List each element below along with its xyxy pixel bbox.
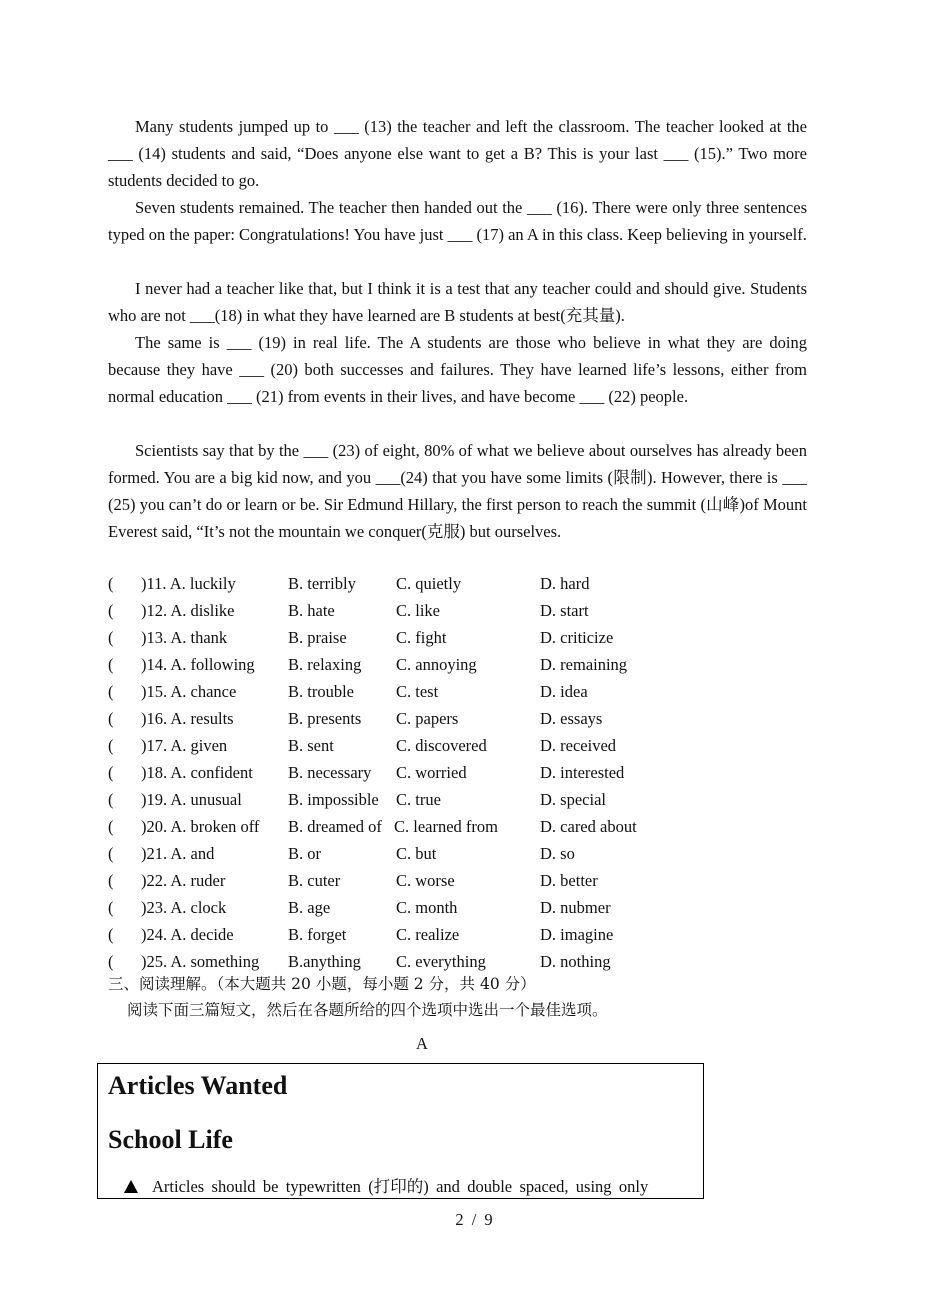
answer-blank: ( [108, 601, 114, 620]
option-a: )11. A. luckily [141, 574, 236, 593]
notice-bullet-text: Articles should be typewritten (打印的) and double spaced, using only [152, 1177, 649, 1196]
option-c: C. worried [396, 763, 467, 782]
option-c: C. realize [396, 925, 460, 944]
option-a: )12. A. dislike [141, 601, 235, 620]
paragraph-1: Many students jumped up to ___ (13) the teacher and left the classroom. The teacher looked at the ___ (14) students and said, “Does anyone else want to get a B? This is your last ___ (15).” Two more students decided to go. [108, 117, 807, 190]
notice-box [97, 1063, 704, 1199]
paragraph-2: Seven students remained. The teacher then handed out the ___ (16). There were only three sentences typed on the paper: Congratulations! You have just ___ (17) an A in this class. Keep believing in yourself. [108, 198, 807, 244]
paragraph-3: I never had a teacher like that, but I think it is a test that any teacher could and should give. Students who are not ___(18) in what they have learned are B students at best(充其量). [108, 279, 807, 325]
option-a: )20. A. broken off [141, 817, 260, 836]
section-title: 三、阅读理解。（本大题共 20 小题，每小题 2 分，共 40 分） [108, 975, 536, 993]
option-c: C. but [396, 844, 437, 863]
answer-blank: ( [108, 574, 114, 593]
option-a: )22. A. ruder [141, 871, 226, 890]
option-b: B. age [288, 898, 331, 917]
triangle-bullet-icon [124, 1180, 138, 1193]
option-d: D. interested [540, 763, 625, 782]
answer-blank: ( [108, 763, 114, 782]
option-c: C. learned from [394, 817, 499, 836]
option-c: C. month [396, 898, 458, 917]
option-d: D. start [540, 601, 589, 620]
option-d: D. cared about [540, 817, 637, 836]
notice-bullet [124, 1173, 696, 1199]
option-b: B. trouble [288, 682, 354, 701]
option-a: )25. A. something [141, 952, 260, 971]
option-b: B. necessary [288, 763, 372, 782]
passage-label: A [416, 1034, 428, 1053]
option-b: B. sent [288, 736, 334, 755]
option-d: D. so [540, 844, 575, 863]
answer-blank: ( [108, 871, 114, 890]
option-b: B. relaxing [288, 655, 362, 674]
option-d: D. remaining [540, 655, 628, 674]
option-d: D. criticize [540, 628, 614, 647]
option-b: B. forget [288, 925, 347, 944]
option-b: B. or [288, 844, 321, 863]
option-a: )13. A. thank [141, 628, 228, 647]
option-a: )15. A. chance [141, 682, 237, 701]
paragraph-4: The same is ___ (19) in real life. The A students are those who believe in what they are doing because they have ___ (20) both successes and failures. They have learned life’s lessons, either from normal education ___ (21) from events in their lives, and have become ___ (22) people. [108, 333, 807, 406]
option-c: C. everything [396, 952, 486, 971]
answer-blank: ( [108, 709, 114, 728]
option-b: B. dreamed of [288, 817, 382, 836]
notice-title: Articles Wanted [108, 1071, 288, 1100]
option-d: D. better [540, 871, 598, 890]
option-d: D. received [540, 736, 617, 755]
option-c: C. true [396, 790, 441, 809]
option-d: D. essays [540, 709, 603, 728]
option-d: D. special [540, 790, 606, 809]
answer-blank: ( [108, 925, 114, 944]
option-a: )18. A. confident [141, 763, 253, 782]
answer-blank: ( [108, 898, 114, 917]
option-a: )23. A. clock [141, 898, 227, 917]
answer-blank: ( [108, 790, 114, 809]
notice-subtitle: School Life [108, 1125, 233, 1154]
option-a: )14. A. following [141, 655, 255, 674]
option-d: D. hard [540, 574, 590, 593]
option-a: )19. A. unusual [141, 790, 242, 809]
section-instruction: 阅读下面三篇短文，然后在各题所给的四个选项中选出一个最佳选项。 [127, 1001, 608, 1019]
answer-blank: ( [108, 628, 114, 647]
option-b: B. praise [288, 628, 347, 647]
option-a: )16. A. results [141, 709, 234, 728]
option-b: B. presents [288, 709, 362, 728]
option-d: D. nothing [540, 952, 611, 971]
option-c: C. fight [396, 628, 447, 647]
option-c: C. worse [396, 871, 455, 890]
answer-blank: ( [108, 817, 114, 836]
option-c: C. papers [396, 709, 459, 728]
answer-blank: ( [108, 736, 114, 755]
option-c: C. like [396, 601, 440, 620]
option-c: C. quietly [396, 574, 462, 593]
answer-blank: ( [108, 655, 114, 674]
option-b: B.anything [288, 952, 361, 971]
option-a: )24. A. decide [141, 925, 234, 944]
answer-blank: ( [108, 952, 114, 971]
option-c: C. annoying [396, 655, 477, 674]
option-b: B. impossible [288, 790, 379, 809]
page-number: 2 / 9 [455, 1210, 495, 1229]
answer-blank: ( [108, 682, 114, 701]
paragraph-5: Scientists say that by the ___ (23) of eight, 80% of what we believe about ourselves has already been formed. You are a big kid now, and you ___(24) that you have some limits (限制). However, there is ___ (25) you can’t do or learn or be. Sir Edmund Hillary, the first person to reach the summit (山峰)of Mount Everest said, “It’s not the mountain we conquer(克服) but ourselves. [108, 441, 807, 541]
option-a: )17. A. given [141, 736, 228, 755]
option-d: D. idea [540, 682, 588, 701]
option-c: C. discovered [396, 736, 487, 755]
option-d: D. nubmer [540, 898, 611, 917]
option-b: B. hate [288, 601, 335, 620]
option-b: B. cuter [288, 871, 341, 890]
option-d: D. imagine [540, 925, 614, 944]
option-b: B. terribly [288, 574, 356, 593]
option-a: )21. A. and [141, 844, 215, 863]
answer-blank: ( [108, 844, 114, 863]
option-c: C. test [396, 682, 439, 701]
